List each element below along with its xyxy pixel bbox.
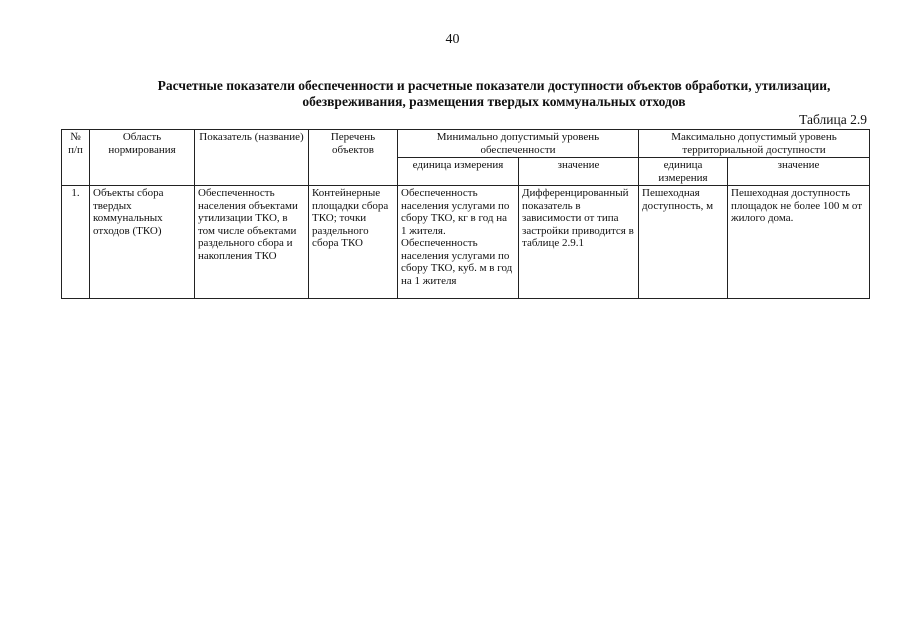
header-min-value: значение <box>519 158 639 186</box>
table-label: Таблица 2.9 <box>799 112 867 127</box>
header-max-value: значение <box>728 158 870 186</box>
header-num: № п/п <box>62 130 90 186</box>
page-number: 40 <box>445 32 460 47</box>
header-row <box>62 130 870 158</box>
cell-indicator: Обеспеченность населения объектами утилизации ТКО, в том числе объектами раздельного сбора и накопления ТКО <box>195 186 309 299</box>
cell-area: Объекты сбора твердых коммунальных отходов (ТКО) <box>90 186 195 299</box>
document-title <box>60 78 905 110</box>
header-area: Область нормирования <box>90 130 195 186</box>
table-row <box>62 186 870 299</box>
cell-min-unit: Обеспеченность населения услугами по сбору ТКО, кг в год на 1 жителя. Обеспеченность населения услугами по сбору ТКО, куб. м в год на 1 жителя <box>398 186 519 299</box>
header-indicator: Показатель (название) <box>195 130 309 186</box>
document-title-line-1: Расчетные показатели обеспеченности и расчетные показатели доступности объектов обработки, утилизации, <box>157 78 831 93</box>
cell-max-unit: Пешеходная доступность, м <box>639 186 728 299</box>
header-max-unit: единица измерения <box>639 158 728 186</box>
norms-table <box>61 129 870 299</box>
cell-objects: Контейнерные площадки сбора ТКО; точки раздельного сбора ТКО <box>309 186 398 299</box>
cell-max-value: Пешеходная доступность площадок не более 100 м от жилого дома. <box>728 186 870 299</box>
header-min-level: Минимально допустимый уровень обеспеченности <box>398 130 639 158</box>
document-title-line-2: обезвреживания, размещения твердых коммунальных отходов <box>302 94 686 109</box>
header-min-unit: единица измерения <box>398 158 519 186</box>
cell-min-value: Дифференцированный показатель в зависимости от типа застройки приводится в таблице 2.9.1 <box>519 186 639 299</box>
header-objects: Перечень объектов <box>309 130 398 186</box>
cell-num: 1. <box>62 186 90 299</box>
header-max-level: Максимально допустимый уровень территориальной доступности <box>639 130 870 158</box>
